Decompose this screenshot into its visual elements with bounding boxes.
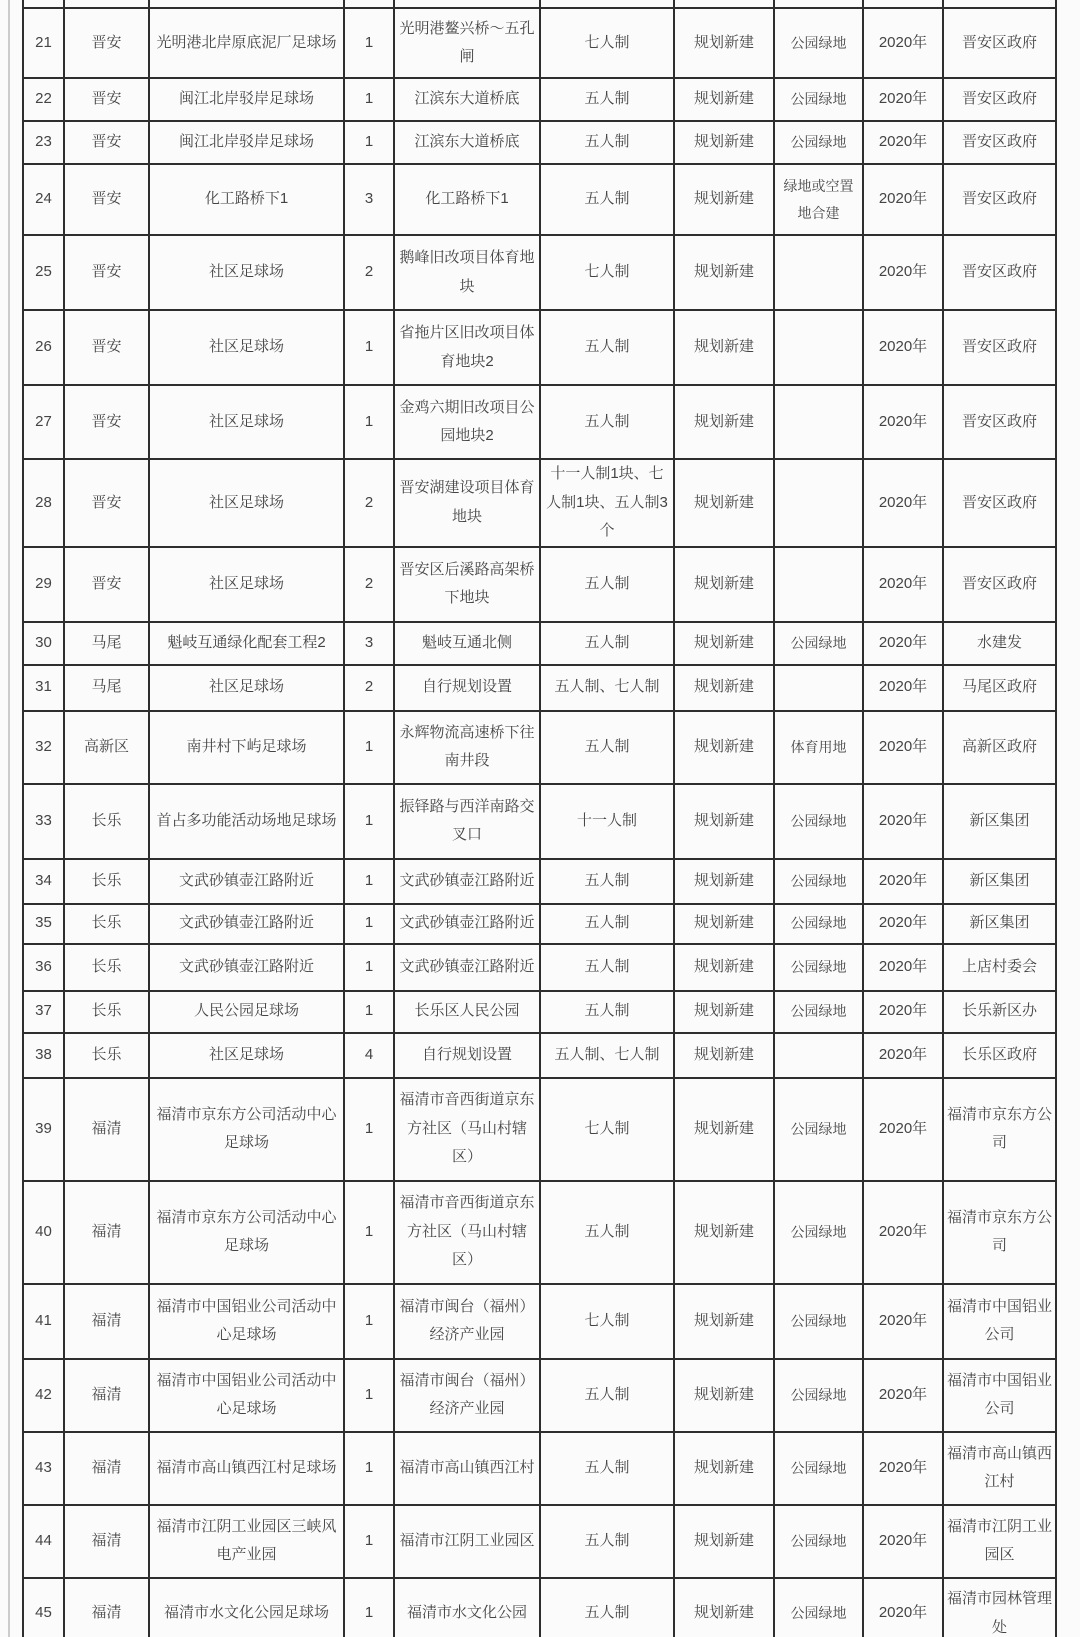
table-cell-type: 五人制、七人制 (540, 665, 674, 711)
table-cell-location: 光明港鳌兴桥～五孔闸 (394, 8, 540, 78)
table-cell-year: 2020年 (863, 711, 943, 784)
table-cell-owner: 福清市江阴工业园区 (943, 1505, 1056, 1578)
table-cell-name: 文武砂镇壶江路附近 (149, 904, 344, 944)
table-cell-location: 文武砂镇壶江路附近 (394, 859, 540, 904)
table-cell-owner: 长乐区政府 (943, 1033, 1056, 1078)
table-cell-no: 22 (23, 78, 64, 121)
table-cell-district: 福清 (64, 1181, 149, 1284)
table-cell-no: 40 (23, 1181, 64, 1284)
table-cell-district: 福清 (64, 1078, 149, 1181)
table-cell-land: 公园绿地 (774, 622, 863, 665)
table-cell (774, 0, 863, 8)
table-cell-district: 晋安 (64, 459, 149, 547)
table-cell-district: 长乐 (64, 991, 149, 1033)
table-cell-location: 金鸡六期旧改项目公园地块2 (394, 385, 540, 459)
table-row (23, 385, 1056, 459)
table-cell-district: 福清 (64, 1578, 149, 1637)
table-cell-build: 规划新建 (674, 8, 774, 78)
table-cell-land: 绿地或空置地合建 (774, 164, 863, 235)
table-cell-count: 1 (344, 1432, 394, 1505)
table-cell-no: 31 (23, 665, 64, 711)
table-cell-name: 闽江北岸驳岸足球场 (149, 121, 344, 164)
table-cell-type: 五人制 (540, 121, 674, 164)
table-cell-land: 公园绿地 (774, 784, 863, 859)
table-cell-year: 2020年 (863, 547, 943, 622)
table-cell-year: 2020年 (863, 1033, 943, 1078)
table-cell-count: 2 (344, 235, 394, 310)
table-cell-location: 化工路桥下1 (394, 164, 540, 235)
table-cell-no: 33 (23, 784, 64, 859)
football-fields-planning-table (22, 0, 1057, 1637)
table-cell-count: 1 (344, 1359, 394, 1432)
table-row (23, 665, 1056, 711)
table-cell-type: 五人制 (540, 1359, 674, 1432)
table-cell-year: 2020年 (863, 235, 943, 310)
table-cell-build: 规划新建 (674, 859, 774, 904)
table-cell-name: 社区足球场 (149, 235, 344, 310)
table-row (23, 1505, 1056, 1578)
table-cell-district: 福清 (64, 1505, 149, 1578)
table-row (23, 991, 1056, 1033)
table-cell-location: 福清市音西街道京东方社区（马山村辖区） (394, 1181, 540, 1284)
table-row (23, 1359, 1056, 1432)
table-cell-no: 36 (23, 944, 64, 991)
table-cell-land: 公园绿地 (774, 121, 863, 164)
table-cell-owner: 福清市高山镇西江村 (943, 1432, 1056, 1505)
table-cell-name: 闽江北岸驳岸足球场 (149, 78, 344, 121)
table-row (23, 235, 1056, 310)
table-cell-build: 规划新建 (674, 991, 774, 1033)
table-cell-name: 社区足球场 (149, 310, 344, 385)
table-cell-land (774, 547, 863, 622)
table-cell-build: 规划新建 (674, 1078, 774, 1181)
table-cell (863, 0, 943, 8)
table-cell-year: 2020年 (863, 1181, 943, 1284)
table-cell (540, 0, 674, 8)
table-cell-count: 1 (344, 859, 394, 904)
table-cell-year: 2020年 (863, 1578, 943, 1637)
table-cell-owner: 晋安区政府 (943, 459, 1056, 547)
table-cell-type: 五人制、七人制 (540, 1033, 674, 1078)
table-row (23, 784, 1056, 859)
table-cell-district: 晋安 (64, 235, 149, 310)
table-cell (943, 0, 1056, 8)
table-cell-type: 五人制 (540, 310, 674, 385)
table-cell-build: 规划新建 (674, 121, 774, 164)
table-cell-count: 1 (344, 711, 394, 784)
table-cell-count: 1 (344, 1181, 394, 1284)
table-cell-no: 29 (23, 547, 64, 622)
table-cell-no: 43 (23, 1432, 64, 1505)
table-row (23, 8, 1056, 78)
table-cell-count: 1 (344, 385, 394, 459)
table-cell-district: 长乐 (64, 859, 149, 904)
table-row (23, 1033, 1056, 1078)
table-row (23, 711, 1056, 784)
table-cell-count: 1 (344, 1505, 394, 1578)
table-cell-type: 七人制 (540, 8, 674, 78)
table-cell-build: 规划新建 (674, 164, 774, 235)
table-cell-build: 规划新建 (674, 904, 774, 944)
table-cell-location: 江滨东大道桥底 (394, 78, 540, 121)
table-cell-district: 福清 (64, 1284, 149, 1359)
table-cell-land: 公园绿地 (774, 8, 863, 78)
table-cell-location: 福清市闽台（福州）经济产业园 (394, 1284, 540, 1359)
table-cell-count: 1 (344, 78, 394, 121)
table-cell-build: 规划新建 (674, 385, 774, 459)
planning-table-body (23, 0, 1056, 1637)
table-cell-location: 福清市高山镇西江村 (394, 1432, 540, 1505)
table-cell-type: 五人制 (540, 991, 674, 1033)
table-cell-no: 42 (23, 1359, 64, 1432)
table-cell-land: 公园绿地 (774, 1078, 863, 1181)
table-cell-no: 35 (23, 904, 64, 944)
table-cell-land: 公园绿地 (774, 1505, 863, 1578)
table-cell-build: 规划新建 (674, 1359, 774, 1432)
table-cell-land: 公园绿地 (774, 944, 863, 991)
table-cell-land (774, 310, 863, 385)
table-cell-location: 振铎路与西洋南路交叉口 (394, 784, 540, 859)
table-cell-count: 2 (344, 665, 394, 711)
table-cell-no: 26 (23, 310, 64, 385)
table-cell-district: 晋安 (64, 8, 149, 78)
table-cell-district: 长乐 (64, 784, 149, 859)
table-cell-type: 五人制 (540, 547, 674, 622)
table-cell-build: 规划新建 (674, 711, 774, 784)
table-cell-owner: 晋安区政府 (943, 547, 1056, 622)
table-cell-type: 五人制 (540, 1432, 674, 1505)
table-cell-location: 魁岐互通北侧 (394, 622, 540, 665)
table-cell-district: 晋安 (64, 310, 149, 385)
table-cell-year: 2020年 (863, 784, 943, 859)
table-cell-type: 五人制 (540, 904, 674, 944)
table-cell-location: 文武砂镇壶江路附近 (394, 904, 540, 944)
table-cell-no: 25 (23, 235, 64, 310)
table-cell-no: 37 (23, 991, 64, 1033)
table-cell-no: 39 (23, 1078, 64, 1181)
table-cell-type: 五人制 (540, 1181, 674, 1284)
table-cell (344, 0, 394, 8)
table-cell-year: 2020年 (863, 310, 943, 385)
table-cell-name: 社区足球场 (149, 547, 344, 622)
table-cell-land: 公园绿地 (774, 991, 863, 1033)
table-cell-build: 规划新建 (674, 1181, 774, 1284)
table-cell-year: 2020年 (863, 1505, 943, 1578)
table-cell-name: 福清市水文化公园足球场 (149, 1578, 344, 1637)
table-cell-build: 规划新建 (674, 547, 774, 622)
table-cell-year: 2020年 (863, 622, 943, 665)
table-row (23, 547, 1056, 622)
table-cell-name: 首占多功能活动场地足球场 (149, 784, 344, 859)
table-cell-year: 2020年 (863, 991, 943, 1033)
table-cell-name: 福清市江阴工业园区三峡风电产业园 (149, 1505, 344, 1578)
table-cell (394, 0, 540, 8)
table-cell-year: 2020年 (863, 121, 943, 164)
table-row (23, 78, 1056, 121)
table-cell-owner: 福清市中国铝业公司 (943, 1284, 1056, 1359)
table-cell-year: 2020年 (863, 904, 943, 944)
table-cell-name: 人民公园足球场 (149, 991, 344, 1033)
table-cell-build: 规划新建 (674, 1432, 774, 1505)
table-cell-count: 1 (344, 1284, 394, 1359)
table-row (23, 859, 1056, 904)
table-cell-land: 体育用地 (774, 711, 863, 784)
table-row (23, 459, 1056, 547)
table-cell-name: 社区足球场 (149, 385, 344, 459)
table-cell (674, 0, 774, 8)
table-cell-location: 福清市音西街道京东方社区（马山村辖区） (394, 1078, 540, 1181)
table-cell-year: 2020年 (863, 385, 943, 459)
table-cell-type: 七人制 (540, 235, 674, 310)
table-cell-owner: 新区集团 (943, 904, 1056, 944)
table-cell-district: 马尾 (64, 622, 149, 665)
table-cell-location: 福清市闽台（福州）经济产业园 (394, 1359, 540, 1432)
table-row (23, 904, 1056, 944)
table-cell-location: 鹅峰旧改项目体育地块 (394, 235, 540, 310)
table-cell-owner: 晋安区政府 (943, 121, 1056, 164)
table-cell-owner: 晋安区政府 (943, 235, 1056, 310)
table-cell-location: 福清市江阴工业园区 (394, 1505, 540, 1578)
table-cell-district: 晋安 (64, 121, 149, 164)
table-cell-build: 规划新建 (674, 1284, 774, 1359)
table-cell-build: 规划新建 (674, 78, 774, 121)
table-cell-type: 七人制 (540, 1284, 674, 1359)
table-cell-location: 省拖片区旧改项目体育地块2 (394, 310, 540, 385)
table-row (23, 164, 1056, 235)
table-row (23, 1432, 1056, 1505)
table-cell-land (774, 385, 863, 459)
table-cell-district: 晋安 (64, 78, 149, 121)
table-cell-name: 福清市中国铝业公司活动中心足球场 (149, 1359, 344, 1432)
table-cell-year: 2020年 (863, 665, 943, 711)
table-cell-no: 28 (23, 459, 64, 547)
table-cell (149, 0, 344, 8)
table-cell-name: 光明港北岸原底泥厂足球场 (149, 8, 344, 78)
table-cell-no: 32 (23, 711, 64, 784)
table-cell-build: 规划新建 (674, 665, 774, 711)
table-cell-build: 规划新建 (674, 784, 774, 859)
table-cell (64, 0, 149, 8)
table-cell-name: 福清市京东方公司活动中心足球场 (149, 1181, 344, 1284)
table-cell-owner: 高新区政府 (943, 711, 1056, 784)
table-cell-owner: 福清市京东方公司 (943, 1181, 1056, 1284)
table-cell-year: 2020年 (863, 459, 943, 547)
table-cell-land: 公园绿地 (774, 1578, 863, 1637)
table-cell-build: 规划新建 (674, 1578, 774, 1637)
table-cell-name: 魁岐互通绿化配套工程2 (149, 622, 344, 665)
table-cell-owner: 晋安区政府 (943, 8, 1056, 78)
table-cell-year: 2020年 (863, 1359, 943, 1432)
table-cell-owner: 晋安区政府 (943, 164, 1056, 235)
table-cell-district: 晋安 (64, 164, 149, 235)
table-cell-district: 福清 (64, 1359, 149, 1432)
table-cell-land: 公园绿地 (774, 78, 863, 121)
table-row (23, 944, 1056, 991)
table-cell-no: 41 (23, 1284, 64, 1359)
table-cell-location: 福清市水文化公园 (394, 1578, 540, 1637)
table-cell-build: 规划新建 (674, 235, 774, 310)
table-cell-type: 五人制 (540, 1578, 674, 1637)
table-cell-name: 社区足球场 (149, 665, 344, 711)
table-cell-district: 长乐 (64, 944, 149, 991)
table-cell-no: 44 (23, 1505, 64, 1578)
table-cell-location: 自行规划设置 (394, 1033, 540, 1078)
table-cell-count: 1 (344, 904, 394, 944)
table-cell-year: 2020年 (863, 1284, 943, 1359)
table-cell-count: 1 (344, 121, 394, 164)
table-cell-build: 规划新建 (674, 944, 774, 991)
table-cell-location: 长乐区人民公园 (394, 991, 540, 1033)
table-cell-owner: 马尾区政府 (943, 665, 1056, 711)
table-cell-count: 1 (344, 8, 394, 78)
table-cell-land: 公园绿地 (774, 859, 863, 904)
table-cell-no: 23 (23, 121, 64, 164)
table-cell-no: 24 (23, 164, 64, 235)
table-cell-land (774, 1033, 863, 1078)
table-cell-count: 1 (344, 1078, 394, 1181)
table-cell-name: 南井村下屿足球场 (149, 711, 344, 784)
table-cell-type: 五人制 (540, 1505, 674, 1578)
table-cell-land (774, 459, 863, 547)
table-cell-count: 2 (344, 547, 394, 622)
table-cell-type: 五人制 (540, 78, 674, 121)
table-cell-district: 马尾 (64, 665, 149, 711)
table-cell-count: 1 (344, 991, 394, 1033)
table-cell-build: 规划新建 (674, 310, 774, 385)
table-cell-district: 高新区 (64, 711, 149, 784)
table-cell-district: 长乐 (64, 904, 149, 944)
table-cell-owner: 新区集团 (943, 859, 1056, 904)
table-cell-land: 公园绿地 (774, 1432, 863, 1505)
table-cell-no: 21 (23, 8, 64, 78)
table-row (23, 1578, 1056, 1637)
table-cell-name: 文武砂镇壶江路附近 (149, 944, 344, 991)
table-cell-name: 福清市高山镇西江村足球场 (149, 1432, 344, 1505)
table-cell-location: 永辉物流高速桥下往南井段 (394, 711, 540, 784)
table-cell-owner: 上店村委会 (943, 944, 1056, 991)
table-cell (23, 0, 64, 8)
table-cell-type: 七人制 (540, 1078, 674, 1181)
table-cell-location: 文武砂镇壶江路附近 (394, 944, 540, 991)
table-cell-no: 38 (23, 1033, 64, 1078)
table-cell-land: 公园绿地 (774, 1181, 863, 1284)
table-cell-year: 2020年 (863, 164, 943, 235)
table-cell-no: 27 (23, 385, 64, 459)
table-cell-owner: 水建发 (943, 622, 1056, 665)
table-cell-owner: 晋安区政府 (943, 385, 1056, 459)
table-cell-type: 十一人制1块、七人制1块、五人制3个 (540, 459, 674, 547)
table-cell-owner: 福清市园林管理处 (943, 1578, 1056, 1637)
table-cell-location: 晋安区后溪路高架桥下地块 (394, 547, 540, 622)
page-edge-line (8, 0, 10, 1637)
table-row (23, 1181, 1056, 1284)
table-cell-no: 45 (23, 1578, 64, 1637)
table-cell-land: 公园绿地 (774, 1284, 863, 1359)
table-cell-district: 福清 (64, 1432, 149, 1505)
table-cell-count: 2 (344, 459, 394, 547)
table-cell-build: 规划新建 (674, 459, 774, 547)
table-cell-district: 晋安 (64, 385, 149, 459)
table-row (23, 622, 1056, 665)
table-cell-location: 江滨东大道桥底 (394, 121, 540, 164)
table-cell-type: 五人制 (540, 711, 674, 784)
table-cell-count: 4 (344, 1033, 394, 1078)
table-cell-owner: 福清市京东方公司 (943, 1078, 1056, 1181)
table-cell-count: 3 (344, 622, 394, 665)
table-cell-owner: 福清市中国铝业公司 (943, 1359, 1056, 1432)
table-cell-build: 规划新建 (674, 1033, 774, 1078)
table-cell-year: 2020年 (863, 78, 943, 121)
table-cell-count: 1 (344, 944, 394, 991)
table-cell-build: 规划新建 (674, 1505, 774, 1578)
table-cell-type: 五人制 (540, 944, 674, 991)
table-row (23, 121, 1056, 164)
table-cell-count: 1 (344, 310, 394, 385)
table-cell-year: 2020年 (863, 859, 943, 904)
table-cell-no: 34 (23, 859, 64, 904)
table-cell-type: 十一人制 (540, 784, 674, 859)
table-cell-name: 社区足球场 (149, 459, 344, 547)
table-cell-count: 1 (344, 1578, 394, 1637)
table-cell-district: 晋安 (64, 547, 149, 622)
table-cell-year: 2020年 (863, 1432, 943, 1505)
table-cell-land (774, 665, 863, 711)
table-cell-owner: 长乐新区办 (943, 991, 1056, 1033)
table-cell-name: 社区足球场 (149, 1033, 344, 1078)
table-row (23, 1078, 1056, 1181)
table-cell-owner: 晋安区政府 (943, 310, 1056, 385)
table-cell-type: 五人制 (540, 164, 674, 235)
table-cell-name: 福清市京东方公司活动中心足球场 (149, 1078, 344, 1181)
table-cell-district: 长乐 (64, 1033, 149, 1078)
table-cell-location: 自行规划设置 (394, 665, 540, 711)
table-cell-land (774, 235, 863, 310)
table-cell-name: 化工路桥下1 (149, 164, 344, 235)
table-cell-count: 1 (344, 784, 394, 859)
table-row-partial (23, 0, 1056, 8)
table-cell-land: 公园绿地 (774, 1359, 863, 1432)
table-row (23, 310, 1056, 385)
table-cell-owner: 新区集团 (943, 784, 1056, 859)
table-cell-location: 晋安湖建设项目体育地块 (394, 459, 540, 547)
table-cell-year: 2020年 (863, 1078, 943, 1181)
table-cell-name: 福清市中国铝业公司活动中心足球场 (149, 1284, 344, 1359)
table-cell-count: 3 (344, 164, 394, 235)
table-cell-land: 公园绿地 (774, 904, 863, 944)
table-cell-name: 文武砂镇壶江路附近 (149, 859, 344, 904)
table-cell-type: 五人制 (540, 622, 674, 665)
table-cell-type: 五人制 (540, 859, 674, 904)
table-cell-no: 30 (23, 622, 64, 665)
table-cell-build: 规划新建 (674, 622, 774, 665)
table-row (23, 1284, 1056, 1359)
table-cell-owner: 晋安区政府 (943, 78, 1056, 121)
table-cell-type: 五人制 (540, 385, 674, 459)
table-cell-year: 2020年 (863, 8, 943, 78)
table-cell-year: 2020年 (863, 944, 943, 991)
